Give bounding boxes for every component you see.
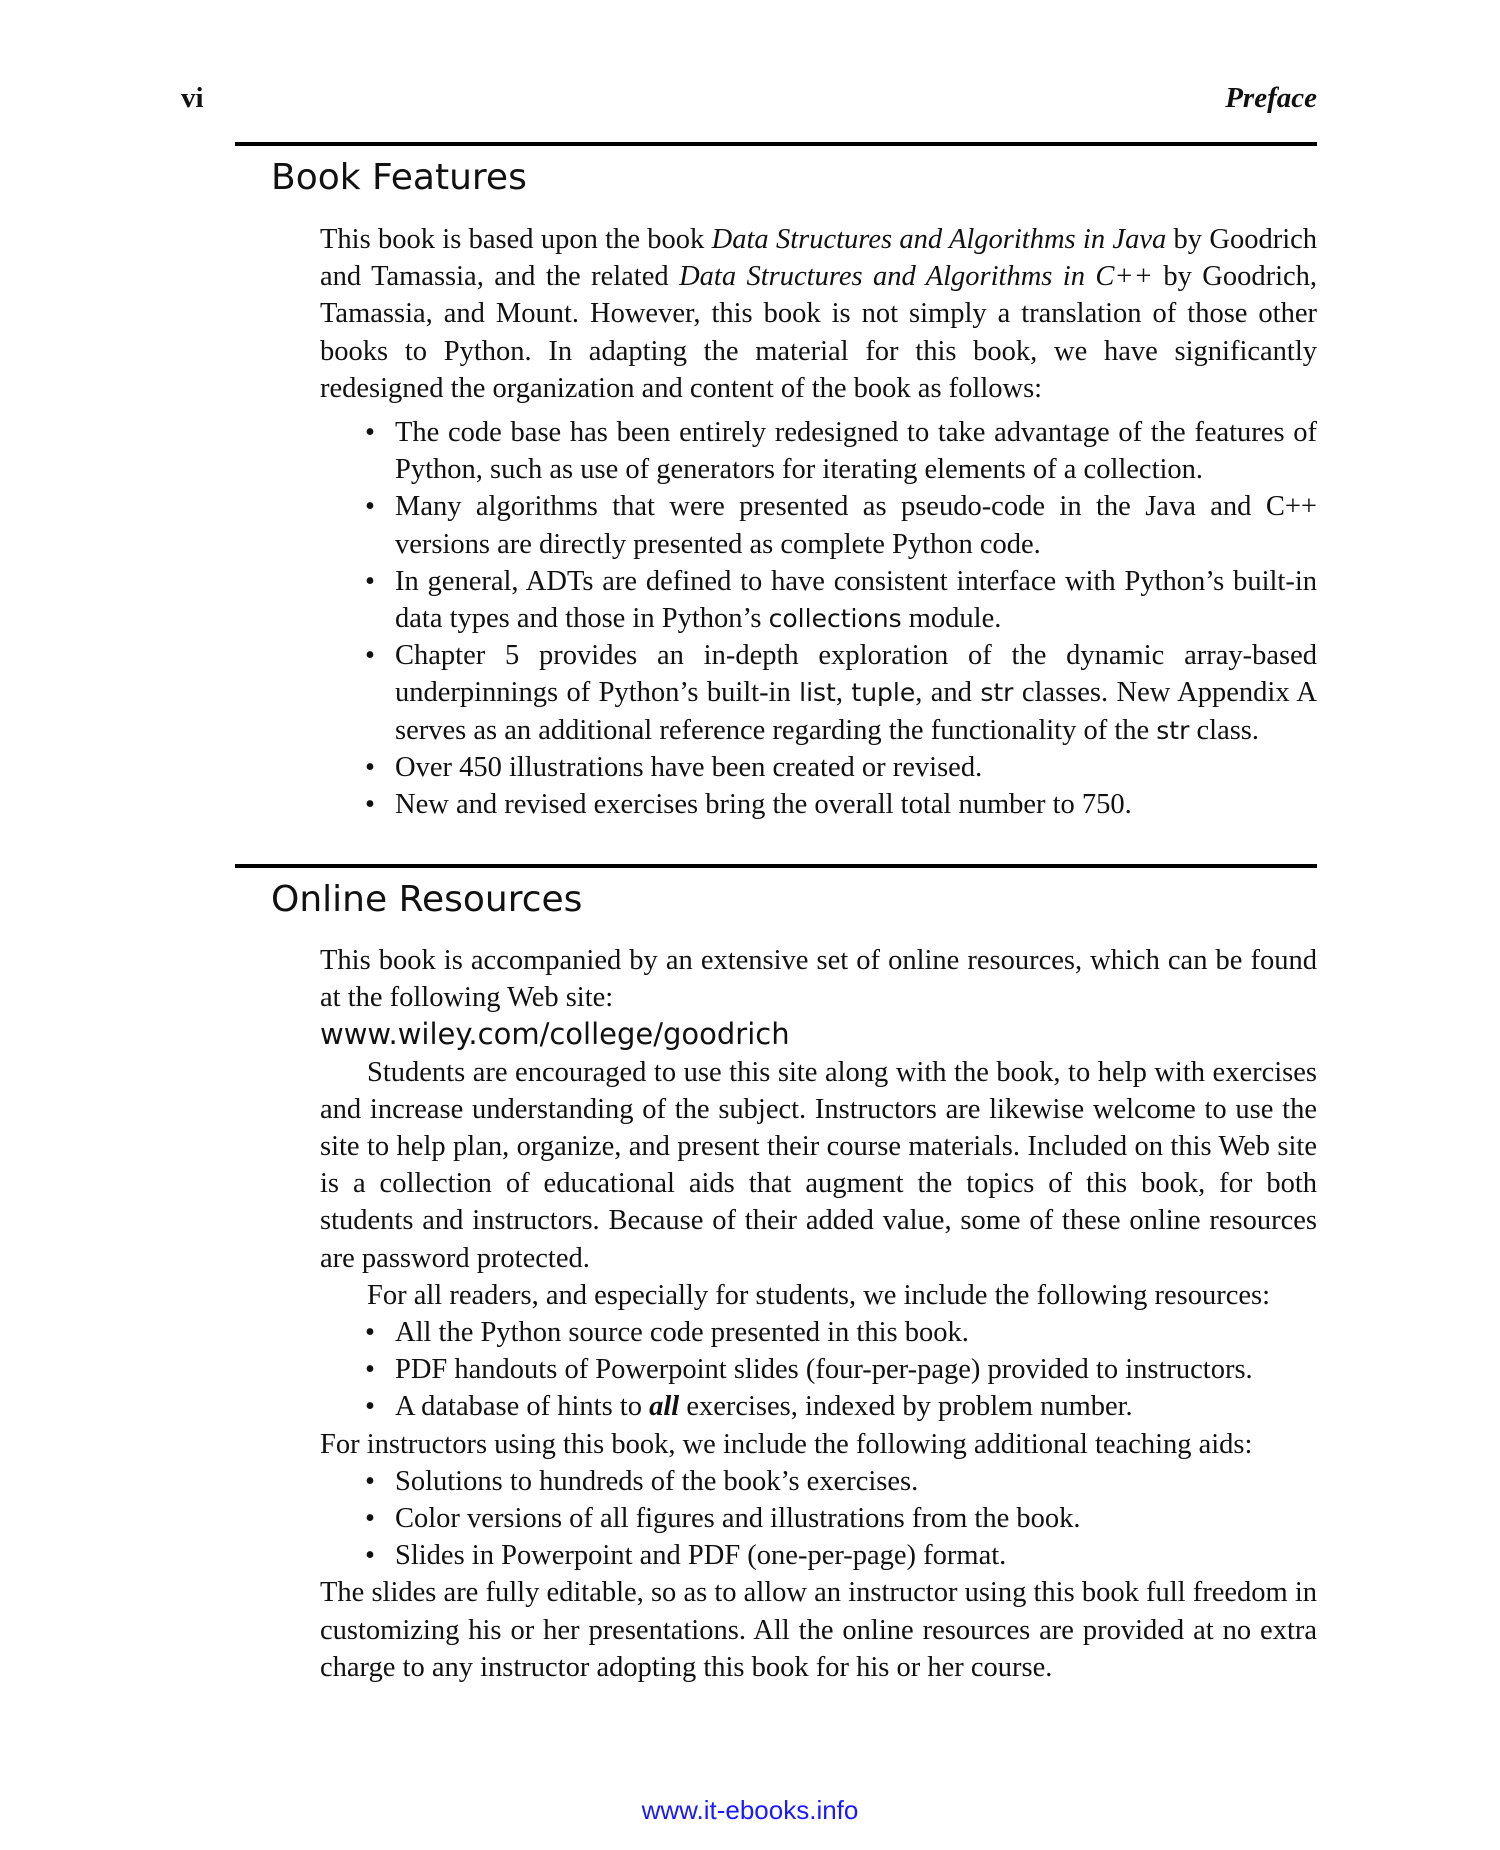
student-resources-list bbox=[320, 1314, 1317, 1426]
section-heading-online-resources: Online Resources bbox=[271, 879, 583, 920]
list-item: • Chapter 5 provides an in-depth exploration of the dynamic array-based underpinnings of Python’s built-in list, tuple, and str classes. New Appendix A serves as an additional reference regarding the functionality of the str class. bbox=[395, 637, 1317, 749]
code-collections: collections bbox=[768, 604, 902, 634]
paragraph: Students are encouraged to use this site along with the book, to help with exercises and increase understanding of the subject. Instructors are likewise welcome to use the site to help plan, organize, and present their course materials. Included on this Web site is a collection of educational aids that augment the topics of this book, for both students and instructors. Because of their added value, some of these online resources are password protected. bbox=[320, 1056, 1317, 1274]
code-str: str bbox=[1156, 715, 1190, 745]
emphasis-all: all bbox=[649, 1391, 680, 1423]
list-item: • Slides in Powerpoint and PDF (one-per-page) format. bbox=[395, 1537, 1317, 1574]
section-rule-book-features bbox=[235, 142, 1317, 146]
list-item: • Many algorithms that were presented as pseudo-code in the Java and C++ versions are directly presented as complete Python code. bbox=[395, 488, 1317, 562]
instructor-resources-list bbox=[320, 1463, 1317, 1575]
chapter-title: Preface bbox=[1225, 82, 1317, 114]
list-item: • In general, ADTs are defined to have consistent interface with Python’s built-in data types and those in Python’s collections module. bbox=[395, 563, 1317, 637]
running-header bbox=[181, 84, 1317, 113]
intro-text-3: by Goodrich, Tamassia, and Mount. However, this book is not simply a translation of those other books to Python. In adapting the material for this book, we have significantly redesigned the organization and content of the book as follows: bbox=[320, 261, 1318, 404]
code-tuple: tuple bbox=[851, 678, 916, 708]
online-resources-body bbox=[320, 942, 1317, 1686]
paragraph: The slides are fully editable, so as to allow an instructor using this book full freedom in customizing his or her presentations. All the online resources are provided at no extra charge to any instructor adopting this book for his or her course. bbox=[320, 1577, 1317, 1683]
book-features-body bbox=[320, 221, 1317, 823]
features-list bbox=[320, 414, 1317, 823]
book-features-intro bbox=[320, 221, 1317, 407]
paragraph: For instructors using this book, we include the following additional teaching aids: bbox=[320, 1428, 1253, 1460]
list-item: • Solutions to hundreds of the book’s exercises. bbox=[395, 1463, 1317, 1500]
footer-link[interactable]: www.it-ebooks.info bbox=[641, 1795, 859, 1825]
website-url[interactable]: www.wiley.com/college/goodrich bbox=[320, 1017, 790, 1052]
list-item: • PDF handouts of Powerpoint slides (four-per-page) provided to instructors. bbox=[395, 1351, 1317, 1388]
intro-text-2: by Goodrich and Tamassia, and the related bbox=[320, 224, 1318, 293]
code-str: str bbox=[980, 678, 1014, 708]
section-rule-online-resources bbox=[235, 864, 1317, 868]
page-number: vi bbox=[181, 82, 204, 114]
book-title-cpp: Data Structures and Algorithms in C++ bbox=[679, 261, 1153, 293]
list-item: • All the Python source code presented in this book. bbox=[395, 1314, 1317, 1351]
list-item: • New and revised exercises bring the overall total number to 750. bbox=[395, 786, 1317, 823]
list-item: • Over 450 illustrations have been created or revised. bbox=[395, 749, 1317, 786]
book-title-java: Data Structures and Algorithms in Java bbox=[711, 224, 1167, 255]
list-item: • The code base has been entirely redesigned to take advantage of the features of Python, such as use of generators for iterating elements of a collection. bbox=[395, 414, 1317, 488]
code-list: list bbox=[799, 678, 836, 708]
list-item: • A database of hints to all exercises, indexed by problem number. bbox=[395, 1388, 1317, 1425]
paragraph: For all readers, and especially for students, we include the following resources: bbox=[367, 1279, 1271, 1311]
section-heading-book-features: Book Features bbox=[271, 157, 527, 198]
online-resources-intro: This book is accompanied by an extensive set of online resources, which can be found at the following Web site: bbox=[320, 945, 1317, 1014]
intro-text-1: This book is based upon the book bbox=[320, 224, 712, 255]
list-item: • Color versions of all figures and illustrations from the book. bbox=[395, 1500, 1317, 1537]
